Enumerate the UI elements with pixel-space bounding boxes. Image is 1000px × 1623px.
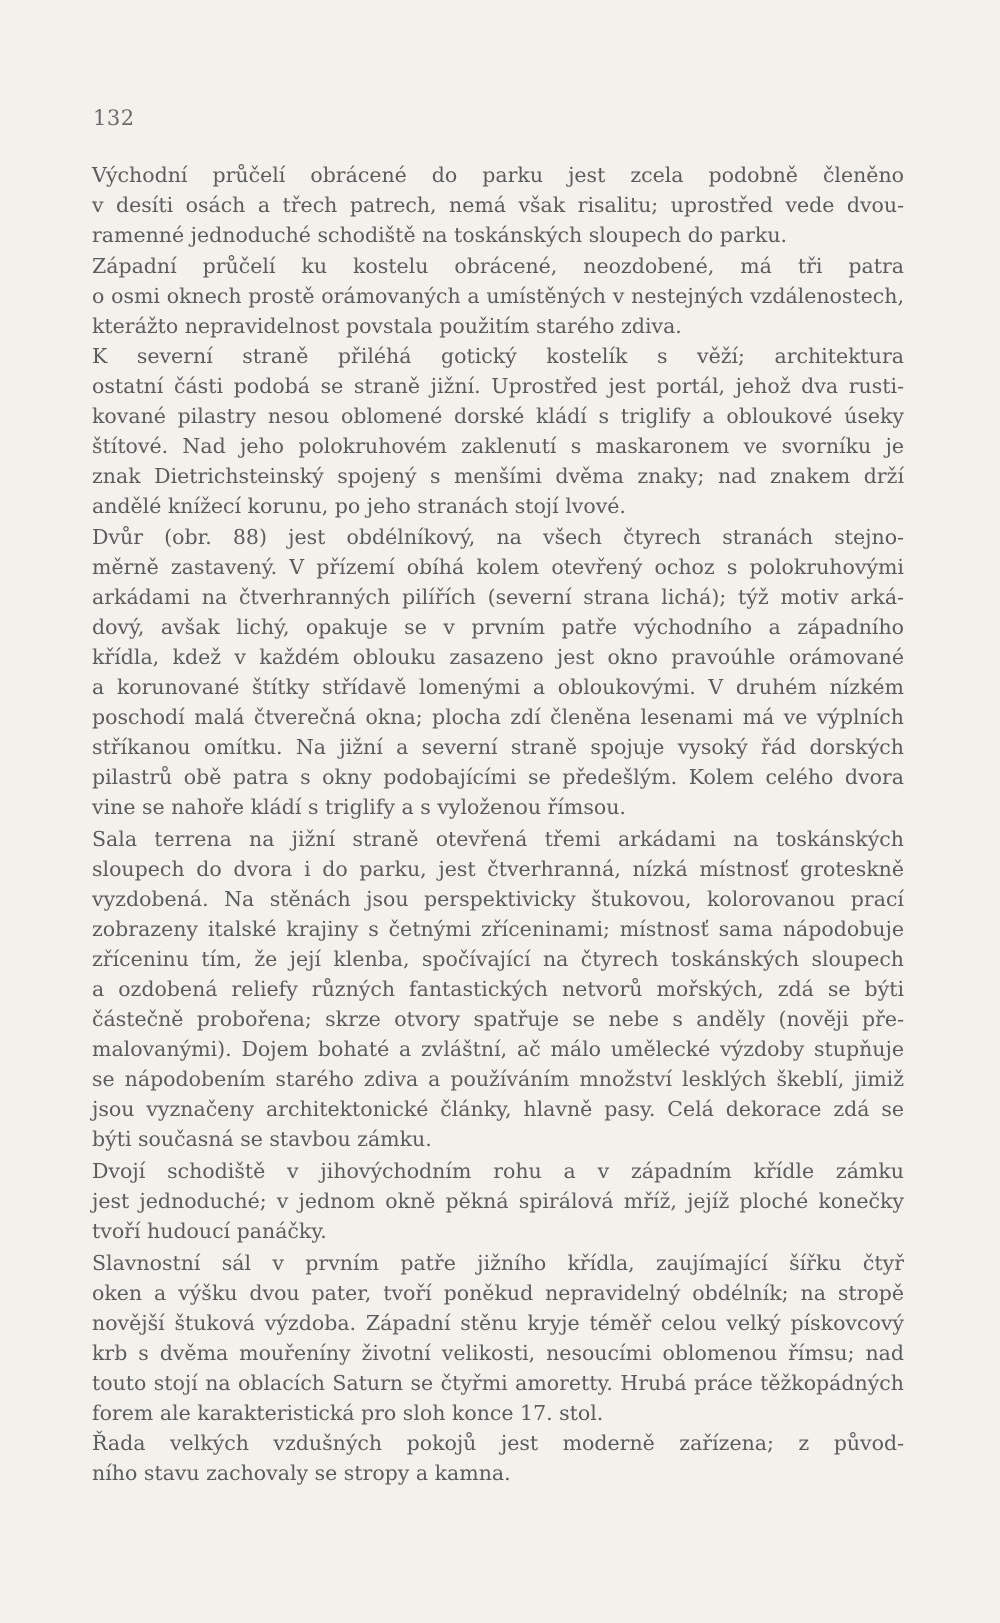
text-line: měrně zastavený. V přízemí obíhá kolem otevřený ochoz s polokruhovými (92, 555, 904, 579)
text-line: forem ale karakteristická pro sloh konce 17. stol. (92, 1401, 604, 1425)
text-line: vyzdobená. Na stěnách jsou perspektivicky štukovou, kolorovanou prací (92, 887, 904, 911)
text-line: dový, avšak lichý, opakuje se v prvním patře východního a západního (92, 615, 904, 639)
text-line: poschodí malá čtverečná okna; plocha zdí členěna lesenami má ve výplních (92, 705, 904, 729)
text-line: a korunované štítky střídavě lomenými a obloukovými. V druhém nízkém (92, 675, 904, 699)
text-line: jsou vyznačeny architektonické články, hlavně pasy. Celá dekorace zdá se (92, 1097, 904, 1121)
text-line: zobrazeny italské krajiny s četnými zříceninami; místnosť sama nápodobuje (92, 917, 904, 941)
text-line: částečně probořena; skrze otvory spatřuje se nebe s anděly (nověji pře- (92, 1007, 904, 1031)
text-line: jest jednoduché; v jednom okně pěkná spirálová mříž, jejíž ploché konečky (92, 1189, 904, 1213)
text-line: krb s dvěma mouřeníny životní velikosti, nesoucími oblomenou římsu; nad (92, 1341, 904, 1365)
text-line: Sala terrena na jižní straně otevřená třemi arkádami na toskánských (92, 827, 904, 851)
text-line: o osmi oknech prostě orámovaných a umístěných v nestejných vzdálenostech, (92, 284, 904, 308)
text-line: Dvůr (obr. 88) jest obdélníkový, na všech čtyrech stranách stejno- (92, 525, 904, 549)
text-line: malovanými). Dojem bohaté a zvláštní, ač málo umělecké výzdoby stupňuje (92, 1037, 904, 1061)
text-line: štítové. Nad jeho polokruhovém zaklenutí s maskaronem ve svorníku je (92, 434, 904, 458)
text-line: ramenné jednoduché schodiště na toskánských sloupech do parku. (92, 223, 788, 247)
text-line: znak Dietrichsteinský spojený s menšími dvěma znaky; nad znakem drží (92, 464, 904, 488)
text-line: kované pilastry nesou oblomené dorské kládí s triglify a obloukové úseky (92, 404, 904, 428)
text-line: Západní průčelí ku kostelu obrácené, neozdobené, má tři patra (92, 254, 904, 278)
text-line: K severní straně přiléhá gotický kostelík s věží; architektura (92, 344, 904, 368)
text-line: tvoří hudoucí panáčky. (92, 1219, 327, 1243)
text-line: Východní průčelí obrácené do parku jest zcela podobně členěno (92, 163, 904, 187)
text-line: oken a výšku dvou pater, tvoří poněkud nepravidelný obdélník; na stropě (92, 1281, 904, 1305)
text-line: býti současná se stavbou zámku. (92, 1127, 432, 1151)
text-line: v desíti osách a třech patrech, nemá však risalitu; uprostřed vede dvou- (92, 193, 904, 217)
text-line: andělé knížecí korunu, po jeho stranách stojí lvové. (92, 494, 626, 518)
text-line: Slavnostní sál v prvním patře jižního křídla, zaujímající šířku čtyř (92, 1251, 904, 1275)
text-line: kterážto nepravidelnost povstala použitím starého zdiva. (92, 314, 682, 338)
text-line: sloupech do dvora i do parku, jest čtverhranná, nízká místnosť groteskně (92, 857, 904, 881)
text-line: arkádami na čtverhranných pilířích (severní strana lichá); týž motiv arká- (92, 585, 904, 609)
text-line: a ozdobená reliefy různých fantastických netvorů mořských, zdá se býti (92, 977, 904, 1001)
text-line: Řada velkých vzdušných pokojů jest moderně zařízena; z původ- (92, 1431, 904, 1455)
text-line: křídla, kdež v každém oblouku zasazeno jest okno pravoúhle orámované (92, 645, 904, 669)
text-line: touto stojí na oblacích Saturn se čtyřmi amoretty. Hrubá práce těžkopádných (92, 1371, 904, 1395)
text-line: se nápodobením starého zdiva a používáním množství lesklých škeblí, jimiž (92, 1067, 904, 1091)
text-line: vine se nahoře kládí s triglify a s vyloženou římsou. (92, 795, 626, 819)
text-line: novější štuková výzdoba. Západní stěnu kryje téměř celou velký pískovcový (92, 1311, 904, 1335)
text-line: pilastrů obě patra s okny podobajícími se předešlým. Kolem celého dvora (92, 765, 904, 789)
text-line: ního stavu zachovaly se stropy a kamna. (92, 1461, 511, 1485)
text-line: Dvojí schodiště v jihovýchodním rohu a v západním křídle zámku (92, 1159, 904, 1183)
page-number: 132 (93, 106, 135, 130)
text-line: stříkanou omítku. Na jižní a severní straně spojuje vysoký řád dorských (92, 735, 904, 759)
text-line: ostatní části podobá se straně jižní. Uprostřed jest portál, jehož dva rusti- (92, 374, 904, 398)
text-line: zříceninu tím, že její klenba, spočívající na čtyrech toskánských sloupech (92, 947, 904, 971)
